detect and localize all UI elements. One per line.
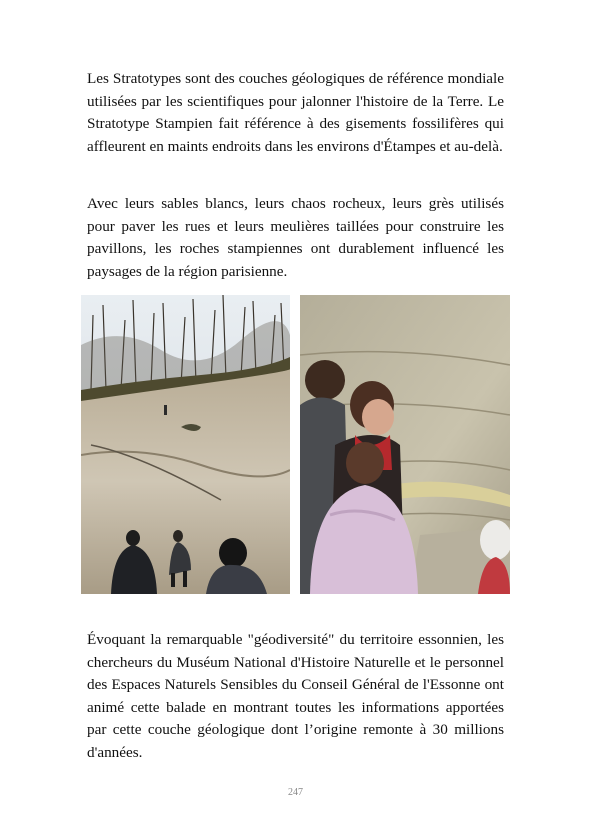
paragraph-geodiversity: Évoquant la remarquable "géodiversité" du territoire essonnien, les chercheurs du Muséum National d'Histoire Naturelle et le personnel des Espaces Naturels Sensibles du Conseil Général de l'Essonne ont animé cette balade en montrant toutes les informations apportées par cette couche géologique dont l’origine remonte à 30 millions d'années. <box>87 631 504 761</box>
rock-face-photo <box>300 295 510 594</box>
paragraph-stratotypes: Les Stratotypes sont des couches géologiques de référence mondiale utilisées par les scientifiques pour jalonner l'histoire de la Terre. Le Stratotype Stampien fait référence à des gisements fossilifères qui affleurent en maints endroits dans les environs d'Étampes et au-delà. <box>87 70 504 155</box>
quarry-photo <box>81 295 290 594</box>
page-number: 247 <box>288 787 303 798</box>
paragraph-landscape: Avec leurs sables blancs, leurs chaos rocheux, leurs grès utilisés pour paver les rues et leurs meulières taillées pour construire les pavillons, les roches stampiennes ont durablement influencé les paysages de la région parisienne. <box>87 195 504 280</box>
